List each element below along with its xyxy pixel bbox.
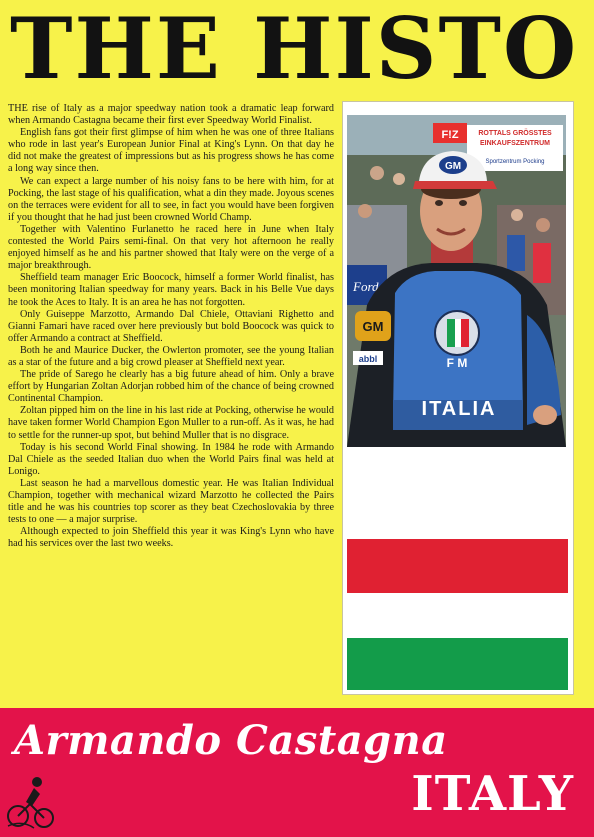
- flag-stripe-green: [347, 638, 568, 690]
- page-headline: THE HISTO: [10, 4, 579, 94]
- cap-logo: GM: [444, 161, 462, 172]
- rider-name: Armando Castagna: [14, 717, 448, 764]
- article-paragraph: Today is his second World Final showing. In 1984 he rode with Armando Dal Chiele as the seeded Italian duo when the World Pairs final was held at Lonigo.: [8, 441, 334, 477]
- chest-logo: GM: [362, 319, 384, 334]
- rider-photo: [347, 115, 566, 447]
- speedway-rider-icon: [4, 768, 56, 832]
- article-paragraph: We can expect a large number of his noisy fans to be here with him, for at Pocking, the last stage of his qualification, what a din they made. Joyous scenes on the terraces were evident for all to see, in fact you would have been forgiven if you thought that he had just been crowned World Champ.: [8, 175, 334, 223]
- article-paragraph: Both he and Maurice Ducker, the Owlerton promoter, see the young Italian as a star of the future and a big crowd pleaser at Sheffield next year.: [8, 344, 334, 368]
- flag-stripe-red: [347, 539, 568, 593]
- rider-country: ITALY: [411, 766, 574, 822]
- name-banner: [0, 708, 594, 837]
- article-paragraph: Last season he had a marvellous domestic year. He was Italian Individual Champion, together with mechanical wizard Marzotto he collected the Pairs title and he was his countries top scorer as they beat Czechoslovakia by three tests to one — a major surprise.: [8, 477, 334, 526]
- bib-text: ITALIA: [421, 398, 497, 420]
- article-body: [8, 103, 334, 703]
- article-paragraph: Zoltan pipped him on the line in his last ride at Pocking, otherwise he would have taken former World Champion Egon Muller to a run-off. As it was, he had to settle for the runner-up spot, but behind Muller that is no disgrace.: [8, 405, 334, 441]
- ad-board-text: Ford: [353, 279, 379, 294]
- article-paragraph: Although expected to join Sheffield this year it was King's Lynn who have had his services over the last two weeks.: [8, 526, 334, 550]
- bib-emblem-text: F M: [446, 356, 468, 370]
- sign-line: EINKAUFSZENTRUM: [480, 140, 550, 147]
- photo-panel: [342, 101, 574, 695]
- flag-stripe-white: [347, 593, 568, 638]
- article-paragraph: Together with Valentino Furlanetto he raced here in June when Italy contested the World Pairs semi-final. On that very hot afternoon he really enjoyed himself as he and his partner showed that Italy were on the verge of a major breakthrough.: [8, 223, 334, 272]
- sign-line: ROTTALS GRÖSSTES: [478, 130, 552, 137]
- article-paragraph: Only Guiseppe Marzotto, Armando Dal Chiele, Ottaviani Righetto and Gianni Famari have raced over here previously but bold Boocock was quick to offer Armando a contract at Sheffield.: [8, 308, 334, 344]
- article-paragraph: The pride of Sarego he clearly has a big future ahead of him. Only a brave effort by Hungarian Zoltan Adorjan robbed him of the chance of being crowned Continental Champion.: [8, 369, 334, 405]
- article-paragraph: THE rise of Italy as a major speedway nation took a dramatic leap forward when Armando Castagna became their first ever Speedway World Finalist.: [8, 103, 334, 127]
- sign-logo: F!Z: [441, 129, 459, 141]
- sleeve-badge: abbl: [358, 354, 378, 364]
- sign-line: Sportzentrum Pocking: [485, 159, 545, 165]
- article-paragraph: Sheffield team manager Eric Boocock, himself a former World finalist, has been monitoring Italian speedway for many years. Back in his Belle Vue days he took the Aces to Italy. It is an area he has not forgotten.: [8, 272, 334, 308]
- article-paragraph: English fans got their first glimpse of him when he was one of three Italians who rode in last year's European Junior Final at King's Lynn. On that day he did not make the greatest of impressions but as his progress shows he has come a long way since then.: [8, 127, 334, 175]
